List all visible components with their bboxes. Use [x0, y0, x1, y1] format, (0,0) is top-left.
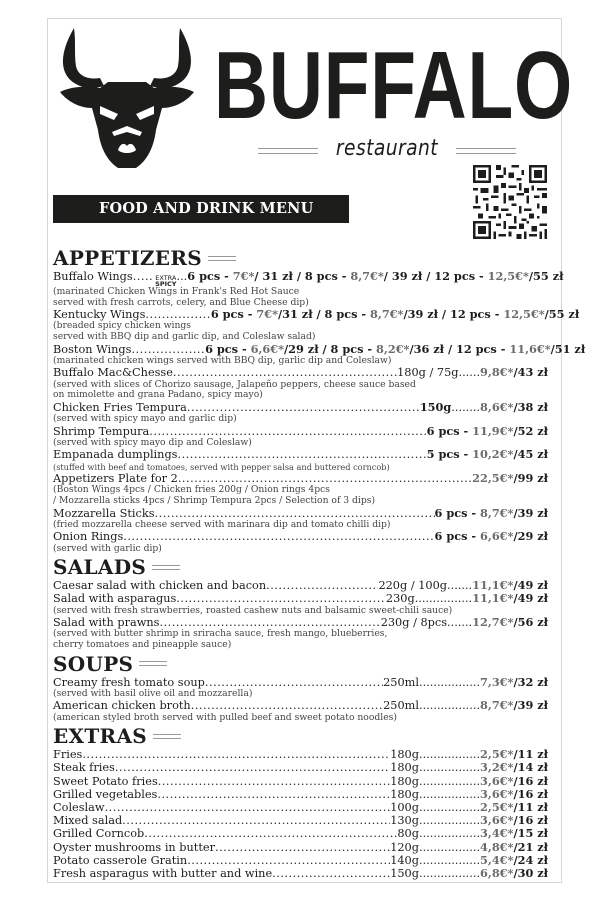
menu-item: Kentucky Wings ................ 6 pcs - 7€*/31 zł / 8 pcs - 8,7€*/39 zł / 12 pcs - 12,5€*/55 zł: [53, 307, 580, 322]
menu-item: Boston Wings .................. 6 pcs - 6,6€*/29 zł / 8 pcs - 8,2€*/36 zł / 12 pcs - 11,6€*/51 zł: [53, 341, 586, 356]
section-soups: SOUPS Creamy fresh tomato soup ..... 250ml ................. 7,3€*/32 zł (served with basil olive oil and mozzarella) American chicken broth ..... 250ml ................. 8,7€*/39 zł (american styled broth served with pulled beef and sweet potato noodles): [53, 652, 548, 724]
section-salads: SALADS Caesar salad with chicken and bacon ..... 220g / 100g ....... 11,1€*/49 zł Salad with asparagus ..... 230g ................ 11,1€*/49 zł (served with fresh strawberries, roasted cashew nuts and balsamic sweet-chili sauce) Salad with prawns ..... 230g / 8pcs ....... 12,7€*/56 zł (served with butter shrimp in sriracha sauce, fresh mango, blueberries, cherry tomatoes and pineapple sauce): [53, 555, 548, 650]
menu-item: Grilled vegetables ..... 180g ................. 3,6€*/16 zł: [53, 788, 548, 801]
menu-item: Shrimp Tempura ..... 6 pcs - 11,9€*/52 zł: [53, 425, 548, 438]
menu-item: American chicken broth ..... 250ml ................. 8,7€*/39 zł: [53, 699, 548, 712]
menu-item: Grilled Corncob ..... 80g ................. 3,4€*/15 zł: [53, 827, 548, 840]
menu-item: Mixed salad ..... 130g ................. 3,6€*/16 zł: [53, 814, 548, 827]
menu-item: Onion Rings ..... 6 pcs - 6,6€*/29 zł: [53, 530, 548, 543]
brand-subtitle: restaurant: [335, 136, 439, 161]
menu-item: Buffalo Wings ..... EXTRA SPICY ... 6 pcs - 7€*/ 31 zł / 8 pcs - 8,7€*/ 39 zł / 12 pcs - 12,5€*/55 zł: [53, 269, 564, 288]
section-title: APPETIZERS: [53, 246, 548, 270]
section-title: SOUPS: [53, 652, 548, 676]
menu-banner: FOOD AND DRINK MENU: [53, 195, 349, 223]
menu-item: Mozzarella Sticks ..... 6 pcs - 8,7€*/39 zł: [53, 507, 548, 520]
menu-item: Chicken Fries Tempura ..... 150g ........ 8,6€*/38 zł: [53, 401, 548, 414]
menu-item: Potato casserole Gratin ..... 140g ................. 5,4€*/24 zł: [53, 854, 548, 867]
brand-subtitle-block: [258, 136, 516, 168]
menu-item: Sweet Potato fries ..... 180g ................. 3,6€*/16 zł: [53, 775, 548, 788]
bull-head-icon: [52, 22, 202, 172]
menu-item: Buffalo Mac&Chesse ..... 180g / 75g ...... 9,8€*/43 zł: [53, 366, 548, 379]
menu-item: Fries ..... 180g ................. 2,5€*/11 zł: [53, 748, 548, 761]
menu-item: Oyster mushrooms in butter ..... 120g ................. 4,8€*/21 zł: [53, 841, 548, 854]
menu-item: Salad with prawns ..... 230g / 8pcs ....... 12,7€*/56 zł: [53, 616, 548, 629]
section-title: EXTRAS: [53, 724, 548, 748]
menu-item: Fresh asparagus with butter and wine ..... 150g ................. 6,8€*/30 zł: [53, 867, 548, 880]
section-appetizers: APPETIZERS Buffalo Wings ..... EXTRA SPICY ... 6 pcs - 7€*/ 31 zł / 8 pcs - 8,7€*/ 39 zł / 12 pcs - 12,5€*/55 zł (marinated Chicken Wings in Frank's Red Hot Sauce served with fresh carrots, celery, and Blue Cheese dip) Kentucky Wings ................ 6 pcs - 7€*/31 zł / 8 pcs - 8,7€*/39 zł / 12 pcs - 12,5€*/55 zł (breaded spicy chicken wings served with BBQ dip and garlic dip, and Coleslaw salad) Boston Wings .................. 6 pcs - 6,6€*/29 zł / 8 pcs - 8,2€*/36 zł / 12 pcs - 11,6€*/51 zł (marinated chicken wings served with BBQ dip, garlic dip and Coleslaw) Buffalo Mac&Chesse ..... 180g / 75g ...... 9,8€*/43 zł (served with slices of Chorizo sausage, Jalapeño peppers, cheese sauce based on mimolette and grana Padano, spicy mayo) Chicken Fries Tempura ..... 150g ........ 8,6€*/38 zł (served with spicy mayo and garlic dip) Shrimp Tempura ..... 6 pcs - 11,9€*/52 zł (served with spicy mayo dip and Coleslaw) Empanada dumplings ..... 5 pcs - 10,2€*/45 zł (stuffed with beef and tomatoes, served with pepper salsa and buttered corncob) Appetizers Plate for 2 ..... 22,5€*/99 zł (Boston Wings 4pcs / Chicken fries 200g / Onion rings 4pcs / Mozzarella sticks 4pcs / Shrimp Tempura 2pcs / Selection of 3 dips) Mozzarella Sticks ..... 6 pcs - 8,7€*/39 zł (fried mozzarella cheese served with marinara dip and tomato chilli dip) Onion Rings ..... 6 pcs - 6,6€*/29 zł (served with garlic dip): [53, 246, 548, 554]
qr-code-icon: [473, 165, 547, 239]
brand-name: BUFFALO: [214, 32, 574, 139]
menu-item: Appetizers Plate for 2 ..... 22,5€*/99 zł: [53, 472, 548, 485]
extra-spicy-badge: EXTRA SPICY: [155, 274, 177, 288]
menu-item: Creamy fresh tomato soup ..... 250ml ................. 7,3€*/32 zł: [53, 676, 548, 689]
menu-content: [53, 246, 586, 881]
extras-list: [53, 748, 548, 880]
menu-item: Salad with asparagus ..... 230g ................ 11,1€*/49 zł: [53, 592, 548, 605]
menu-item: Steak fries ..... 180g ................. 3,2€*/14 zł: [53, 761, 548, 774]
menu-item: Coleslaw ..... 100g ................. 2,5€*/11 zł: [53, 801, 548, 814]
menu-item: Empanada dumplings ..... 5 pcs - 10,2€*/45 zł: [53, 448, 548, 461]
section-extras: [53, 724, 548, 880]
menu-item: Caesar salad with chicken and bacon ..... 220g / 100g ....... 11,1€*/49 zł: [53, 579, 548, 592]
section-title: SALADS: [53, 555, 548, 579]
